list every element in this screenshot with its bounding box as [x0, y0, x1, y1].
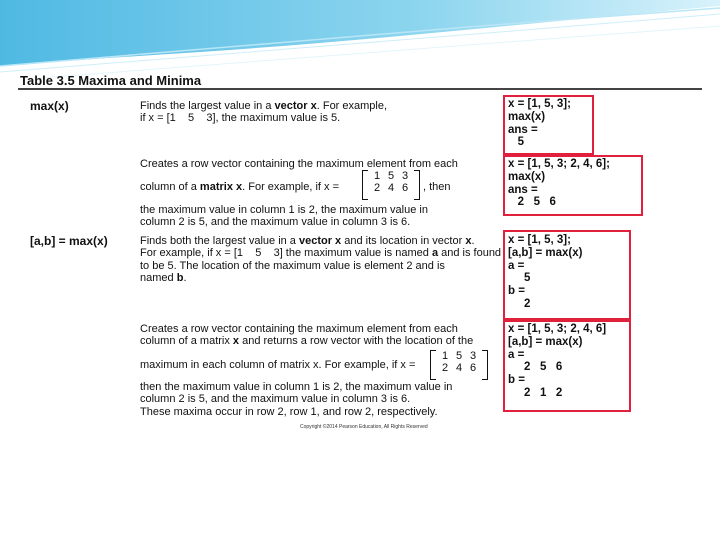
code-example-2: x = [1, 5, 3; 2, 4, 6]; max(x) ans = 2 5 6	[508, 158, 610, 209]
matrix-example-1: 1 5 3 2 4 6	[362, 170, 420, 200]
row1-desc2-then: , then	[423, 181, 451, 193]
row1-desc1: Finds the largest value in a vector x. For example, if x = [1 5 3], the maximum value is 5.	[140, 100, 388, 125]
decorative-banner	[0, 0, 720, 80]
code-example-4: x = [1, 5, 3; 2, 4, 6] [a,b] = max(x) a = 2 5 6 b = 2 1 2	[508, 323, 607, 399]
row1-desc2-line2: column of a matrix x. For example, if x =	[140, 181, 343, 193]
table-title: Table 3.5 Maxima and Minima	[20, 73, 202, 88]
row2-desc2-top: Creates a row vector containing the maximum element from each column of a matrix x and returns a row vector with the location of the	[140, 323, 474, 348]
row-label-ab-max: [a,b] = max(x)	[30, 234, 108, 248]
row2-desc2-rest: then the maximum value in column 1 is 2, the maximum value in column 2 is 5, and the maximum value in column 3 is 6. These maxima occur in row 2, row 1, and row 2, respectively.	[140, 381, 453, 418]
row1-desc2-rest: the maximum value in column 1 is 2, the maximum value in column 2 is 5, and the maximum value in column 3 is 6.	[140, 204, 428, 229]
row2-desc2-example: maximum in each column of matrix x. For example, if x =	[140, 359, 419, 371]
table-top-rule	[18, 88, 702, 90]
row1-desc2-line1: Creates a row vector containing the maximum element from each	[140, 158, 458, 170]
row2-desc1: Finds both the largest value in a vector x and its location in vector x. For example, if x = [1 5 3] the maximum value is named a and is found to be 5. The location of the maximum value is element 2 and is named b.	[140, 235, 502, 285]
code-example-1: x = [1, 5, 3]; max(x) ans = 5	[508, 98, 571, 149]
matrix-example-2: 1 5 3 2 4 6	[430, 350, 488, 380]
code-example-3: x = [1, 5, 3]; [a,b] = max(x) a = 5 b = 2	[508, 234, 583, 310]
row-label-max: max(x)	[30, 99, 69, 113]
copyright-notice: Copyright ©2014 Pearson Education, All Rights Reserved	[300, 424, 428, 430]
